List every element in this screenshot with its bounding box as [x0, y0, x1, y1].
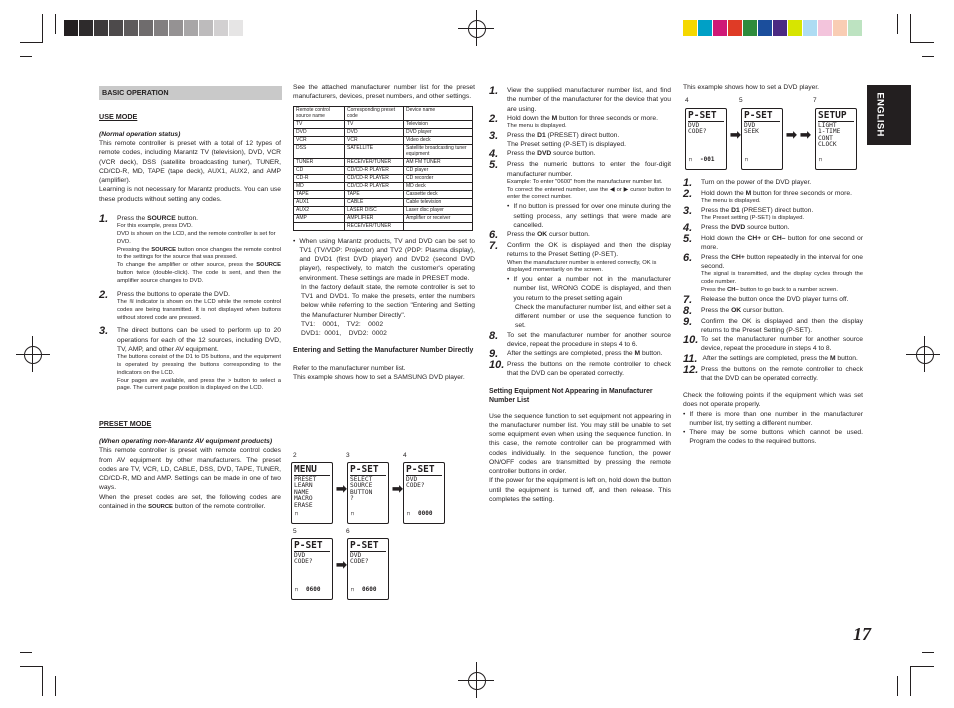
table-cell: MD [294, 182, 345, 190]
color-swatch [848, 20, 863, 36]
preset-step-9: 9. After the settings are completed, press the M button. [489, 348, 663, 361]
process-color-bar [683, 20, 863, 36]
tv-codes: TV1: 0001, TV2: 0002 [301, 320, 384, 328]
enter-directly-text-2: This example shows how to set a SAMSUNG DVD player. [293, 374, 465, 382]
color-swatch [244, 20, 259, 36]
column-basic-operation [99, 86, 281, 512]
arrow-right-icon: ➡ [336, 557, 347, 572]
color-swatch [64, 20, 79, 36]
troubleshoot-bullet-1: • If there is more than one number in the manufacturer number list, try setting a different number. [683, 410, 863, 427]
color-swatch [169, 20, 184, 36]
color-swatch [698, 20, 713, 36]
table-cell: CD-R [294, 174, 345, 182]
seq-step-3: 3. Press the D1 (PRESET) direct button. The Preset setting (P-SET) is displayed. [683, 205, 814, 222]
preset-step-1: 1. View the supplied manufacturer number list, and find the number of the manufacturer for the device that you are using. [489, 85, 671, 113]
lcd-screen-seq-code: P-SET DVD CODE? ⊓ -001 [685, 108, 727, 170]
preset-mode-subheading: (When operating non-Marantz AV equipment products) [99, 438, 273, 446]
preset-step-3: 3. Press the D1 (PRESET) direct button. The Preset setting (P-SET) is displayed. [489, 129, 626, 149]
table-cell: MD deck [404, 182, 473, 190]
table-cell: LASER DISC [345, 206, 404, 214]
lcd-screen-seq-seek: P-SET DVD SEEK ⊓ [741, 108, 783, 170]
dvd-codes: DVD1: 0001, DVD2: 0002 [301, 330, 387, 337]
table-cell [404, 222, 473, 230]
troubleshoot-bullet-2: • There may be some buttons which cannot be used. Program the codes to the required buttons. [683, 429, 863, 446]
column-sequence-steps [683, 178, 863, 447]
lcd-screen-pset-ok: P-SET DVD CODE? ⊓ 0600 [347, 538, 389, 600]
table-cell: AM FM TUNER [404, 158, 473, 166]
seq-step-5: 5. Hold down the CH+ or CH– button for one second or more. [683, 233, 863, 252]
normal-operation-heading: (Normal operation status) [99, 130, 181, 138]
table-cell: AUX1 [294, 198, 345, 206]
preset-step-5: 5. Press the numeric buttons to enter the four-digit manufacturer number. Example: To enter "0600" from the manufacturer number list. To correct the entered number, use the ◀ or ▶ cursor button to enter the correct number. • If no button is pressed for over one minute during the setting process, any settings that were made are cancelled. [489, 159, 671, 229]
lcd-screen-setup: SETUP LIGHT 1-TIME CONT CLOCK ⊓ [815, 108, 857, 170]
lcd-label: 6 [346, 528, 350, 535]
use-step-1: 1. Press the SOURCE button. For this example, press DVD. DVD is shown on the LCD, and the remote controller is set for DVD. Pressing the SOURCE button once changes the remote control to the settings for the source that was pressed. To change the amplifier or other source, press the SOURCE button twice (double-click). The code is sent, and then the amplifier source changes to DVD. [99, 212, 281, 284]
table-cell: TAPE [294, 190, 345, 198]
lcd-button-icon: ⊓ [295, 586, 299, 593]
table-row [294, 182, 473, 190]
troubleshoot-intro: Check the following points if the equipment which was set does not operate properly. [683, 392, 863, 409]
table-row [294, 120, 473, 128]
color-swatch [803, 20, 818, 36]
table-row [294, 174, 473, 182]
arrow-right-icon: ➡ [786, 127, 797, 142]
lcd-button-icon: ⊓ [407, 510, 411, 517]
seq-step-1: 1. Turn on the power of the DVD player. [683, 177, 812, 189]
table-cell: VCR [294, 136, 345, 144]
sequence-text-2: If the power for the equipment is left on, hold down the button until the equipment is turned off, and then release. This completes the setting. [489, 477, 671, 503]
table-cell: Laser disc player [404, 206, 473, 214]
preset-step-2: 2. Hold down the M button for three seconds or more. The menu is displayed. [489, 112, 658, 129]
marantz-note: • When using Marantz products, TV and DVD can be set to TV1 (TV/VDP: Projector) and TV2 (PDP: Plasma display), and DVD1 (first DVD player) and DVD2 (second DVD player), respectively, to match the customer's operating environment. These settings are made in PRESET mode. [293, 237, 475, 282]
language-tab: ENGLISH [867, 85, 911, 145]
table-cell: CD recorder [404, 174, 473, 182]
lcd-code-value: 0600 [362, 585, 377, 593]
table-row [294, 190, 473, 198]
table-cell: Satellite broadcasting tuner equipment [404, 144, 473, 158]
lcd-code-value: -001 [700, 155, 715, 163]
table-cell: TV [294, 120, 345, 128]
table-cell: CD/CD-R PLAYER [345, 182, 404, 190]
table-intro: See the attached manufacturer number list for the preset manufacturers, devices, preset numbers, and other settings. [293, 84, 475, 101]
preset-mode-text: This remote controller is preset with remote control codes from AV equipment by other manufacturers. The preset codes are TV, VCR, LD, CABLE, DSS, DVD, TAPE, TUNER, CD/CD-R, MD and AMP. Settings can be made in one of two ways. [99, 447, 281, 492]
seq-step-11: 11. After the settings are completed, press the M button. [683, 352, 858, 365]
arrow-right-icon: ➡ [730, 127, 741, 142]
color-swatch [788, 20, 803, 36]
table-cell: DSS [294, 144, 345, 158]
table-cell: AUX2 [294, 206, 345, 214]
table-cell: AMP [294, 214, 345, 222]
sequence-text-1: Use the sequence function to set equipment not appearing in the manufacturer number list. You may still be unable to set some equipment even when using the sequence function. In this case, the remote controller can be programmed with codes individually. In the sequence function, the power ON/OFF codes are transmitted by pressing the remote controller buttons in order. [489, 412, 671, 476]
seq-step-10: 10. To set the manufacturer number for another source device, repeat the procedure in steps 4 to 8. [683, 334, 863, 353]
lcd-code-value: 0000 [418, 509, 433, 517]
normal-operation-text: This remote controller is preset with a total of 12 types of remote codes, including Marantz TV (television), DVD, VCR (VCR deck), DSS (satellite broadcasting tuner), TUNER, CD/CD-R, MD, TAPE (tape deck), AUX1, AUX2, and AMP (amplifier). [99, 140, 281, 185]
table-row [294, 214, 473, 222]
color-swatch [683, 20, 698, 36]
table-cell: CD [294, 166, 345, 174]
preset-step-10: 10. Press the buttons on the remote controller to check that the DVD can be operated correctly. [489, 359, 671, 378]
color-swatch [229, 20, 244, 36]
column-sequence [683, 83, 863, 92]
color-swatch [79, 20, 94, 36]
use-mode-heading: USE MODE [99, 111, 138, 121]
table-cell: SATELLITE [345, 144, 404, 158]
table-cell: CABLE [345, 198, 404, 206]
seq-step-6: 6. Press the CH+ button repeatedly in the interval for one second. The signal is transmitted, and the display cycles through the code number. Press the CH– button to go back to a number screen. [683, 251, 864, 293]
table-cell: TV [345, 120, 404, 128]
source-code-table [293, 106, 473, 231]
preset-mode-heading: PRESET MODE [99, 419, 152, 429]
seq-step-7: 7. Release the button once the DVD player turns off. [683, 293, 849, 306]
table-row [294, 136, 473, 144]
table-cell: TUNER [294, 158, 345, 166]
section-heading: BASIC OPERATION [99, 86, 282, 100]
table-cell: Cable television [404, 198, 473, 206]
color-swatch [139, 20, 154, 36]
table-row [294, 158, 473, 166]
page-number: 17 [853, 624, 871, 644]
lcd-label: 3 [346, 452, 350, 459]
table-row [294, 128, 473, 136]
lcd-button-icon: ⊓ [689, 156, 693, 163]
sequence-heading: Setting Equipment Not Appearing in Manufacturer Number List [489, 387, 653, 405]
column-steps [489, 86, 671, 504]
table-cell: DVD [345, 128, 404, 136]
color-swatch [773, 20, 788, 36]
table-cell: AMPLIFIER [345, 214, 404, 222]
color-swatch [154, 20, 169, 36]
table-cell: Television [404, 120, 473, 128]
color-swatch [743, 20, 758, 36]
table-cell: DVD player [404, 128, 473, 136]
color-swatch [124, 20, 139, 36]
use-step-2: 2. Press the buttons to operate the DVD. The ≋ indicator is shown on the LCD while the remote control codes are being transmitted. It is not displayed when buttons without stored code are pressed. [99, 288, 281, 321]
color-swatch [184, 20, 199, 36]
factory-default-note: In the factory default state, the remote controller is set to TV1 and DVD1. To make the presets, enter the numbers below while referring to the section "Entering and Setting the Manufacturer Number Directly". [301, 283, 475, 319]
arrow-right-icon: ➡ [336, 481, 347, 496]
table-cell: TAPE [345, 190, 404, 198]
table-cell: CD/CD-R PLAYER [345, 174, 404, 182]
table-row [294, 198, 473, 206]
table-cell: VCR [345, 136, 404, 144]
color-swatch [94, 20, 109, 36]
color-swatch [758, 20, 773, 36]
lcd-label: 4 [403, 452, 407, 459]
table-row [294, 222, 473, 230]
lcd-button-icon: ⊓ [351, 510, 355, 517]
seq-step-12: 12. Press the buttons on the remote controller to check that the DVD can be operated correctly. [683, 363, 863, 382]
seq-step-9: 9. Confirm the OK is displayed and then the display returns to the Preset Setting (P-SET). [683, 315, 863, 334]
transmit-indicator-icon: ≋ [129, 298, 134, 305]
lcd-label: 2 [293, 452, 297, 459]
enter-directly-heading: Entering and Setting the Manufacturer Number Directly [293, 347, 474, 355]
preset-step-7: 7. Confirm the OK is displayed and then the display returns to the Preset Setting (P-SET). When the manufacturer number is entered correctly, OK is displayed momentarily on the screen. • If you enter a number not in the manufacturer number list, WRONG CODE is displayed, and then you return to the preset setting again Check the manufacturer number list, and either set a different number or use the sequence function to set. [489, 240, 671, 330]
color-swatch [199, 20, 214, 36]
color-swatch [728, 20, 743, 36]
table-row [294, 206, 473, 214]
seq-step-2: 2. Hold down the M button for three seconds or more. The menu is displayed. [683, 188, 852, 205]
color-swatch [833, 20, 848, 36]
preset-step-8: 8. To set the manufacturer number for another source device, repeat the procedure in steps 4 to 6. [489, 329, 671, 348]
enter-directly-text-1: Refer to the manufacturer number list. [293, 364, 406, 372]
lcd-button-icon: ⊓ [819, 156, 823, 163]
preset-step-6: 6. Press the OK cursor button. [489, 229, 590, 241]
grayscale-color-bar [64, 20, 259, 36]
preset-mode-text-2: When the preset codes are set, the following codes are contained in the SOURCE button of the remote controller. [99, 493, 281, 510]
seq-step-4: 4. Press the DVD source button. [683, 222, 790, 235]
table-cell: RECEIVER/TUNER [345, 222, 404, 230]
lcd-button-icon: ⊓ [745, 156, 749, 163]
lcd-screen-pset-select: P-SET SELECT SOURCE BUTTON ? ⊓ [347, 462, 389, 524]
color-swatch [109, 20, 124, 36]
learning-text: Learning is not necessary for Marantz products. You can use these products without setting any codes. [99, 186, 281, 203]
color-swatch [818, 20, 833, 36]
table-row [294, 144, 473, 158]
table-cell: CD player [404, 166, 473, 174]
table-row [294, 166, 473, 174]
lcd-button-icon: ⊓ [351, 586, 355, 593]
table-cell: Cassette deck [404, 190, 473, 198]
lcd-label: 7 [813, 97, 817, 104]
color-swatch [214, 20, 229, 36]
preset-step-4: 4. Press the DVD source button. [489, 148, 596, 161]
table-cell: Video deck [404, 136, 473, 144]
lcd-label: 4 [685, 97, 689, 104]
color-swatch [713, 20, 728, 36]
lcd-screen-menu: MENU PRESET LEARN NAME MACRO ERASE ⊓ [291, 462, 333, 524]
table-cell [294, 222, 345, 230]
lcd-button-icon: ⊓ [295, 510, 299, 517]
arrow-right-icon: ➡ [800, 127, 811, 142]
table-cell: Amplifier or receiver [404, 214, 473, 222]
sequence-intro: This example shows how to set a DVD player. [683, 84, 820, 91]
table-cell: DVD [294, 128, 345, 136]
table-header-row: Remote control source name Corresponding preset code Device name [294, 106, 473, 120]
lcd-screen-pset-code: P-SET DVD CODE? ⊓ 0000 [403, 462, 445, 524]
seq-step-8: 8. Press the OK cursor button. [683, 304, 784, 317]
lcd-code-value: 0600 [306, 585, 321, 593]
table-cell: RECEIVER/TUNER [345, 158, 404, 166]
column-preset-table [293, 83, 475, 382]
lcd-label: 5 [293, 528, 297, 535]
table-cell: CD/CD-R PLAYER [345, 166, 404, 174]
use-step-3: 3. The direct buttons can be used to perform up to 20 operations for each of the 12 sources, including DVD, TV, AMP, and other AV equipment. The buttons consist of the D1 to D5 buttons, and the equipment is operated by pressing the buttons corresponding to the indicators on the LCD. Four pages are available, and press the > button to select a page. The current page position is displayed on the LCD. [99, 325, 281, 392]
arrow-right-icon: ➡ [392, 481, 403, 496]
lcd-screen-pset-code-entered: P-SET DVD CODE? ⊓ 0600 [291, 538, 333, 600]
lcd-label: 5 [739, 97, 743, 104]
